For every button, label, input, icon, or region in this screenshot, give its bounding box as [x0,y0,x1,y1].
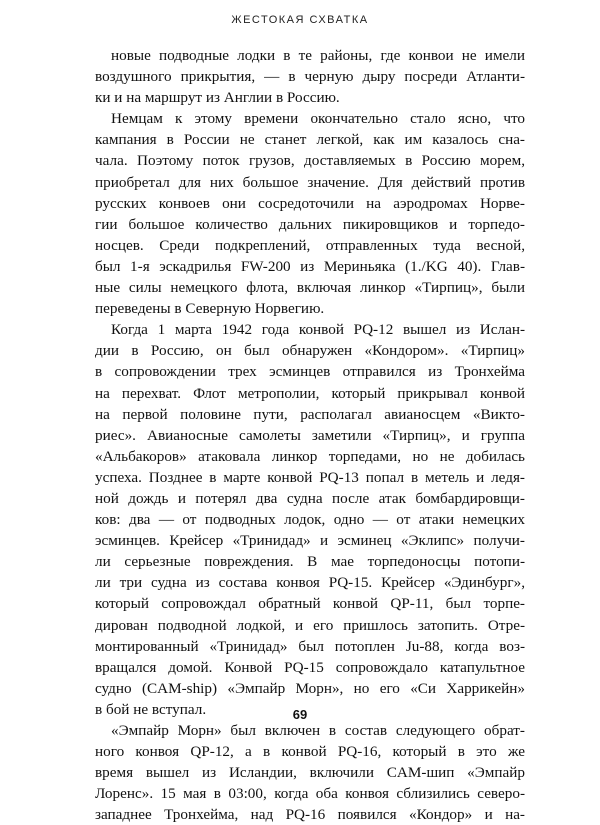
text-line: был 1-я эскадрилья FW-200 из Мериньяка (1./KG 40). Глав- [95,257,525,275]
text-line: чала. Поэтому поток грузов, доставляемых в Россию морем, [95,152,525,170]
text-line: русских конвоев они сосредоточили на аэродромах Норве- [95,194,525,212]
text-line: Лоренс». 15 мая в 03:00, когда оба конвоя сблизились северо- [95,785,525,803]
text-line: новые подводные лодки в те районы, где конвои не имели [111,47,525,64]
text-line: ли три судна из состава конвоя PQ-15. Крейсер «Эдинбург», [95,574,525,592]
text-line: дии в Россию, он был обнаружен «Кондором». «Тирпиц» [95,342,525,360]
text-line: успеха. Позднее в марте конвой PQ-13 попал в метель и ледя- [95,468,525,486]
text-line: «Эмпайр Морн» был включен в состав следующего обрат- [111,722,525,739]
text-line: риес». Авианосные самолеты заметили «Тирпиц», и группа [95,426,525,444]
paragraph [95,108,525,319]
text-line: в бой не вступал. [95,700,207,718]
text-line: «Альбакоров» атаковала линкор торпедами, но не добилась [95,447,525,465]
text-line: ли серьезные повреждения. В мае торпедоносцы потопи- [95,553,525,571]
text-line: переведены в Северную Норвегию. [95,300,325,318]
text-line: воздушного прикрытия, — в черную дыру посреди Атланти- [95,68,525,86]
text-line: ного конвоя QP-12, а в конвой PQ-16, который в это же [95,743,525,761]
text-line: западнее Тронхейма, над PQ-16 появился «Кондор» и на- [95,806,525,824]
paragraph [95,45,525,108]
text-line: монтированный «Тринидад» был потоплен Ju-88, когда воз- [95,637,525,655]
paragraph [95,319,525,720]
text-line: время вышел из Исландии, включили CAM-шип «Эмпайр [95,764,525,782]
text-line: эсминцев. Крейсер «Тринидад» и эсминец «Эклипс» получи- [95,532,525,550]
text-line: ков: два — от подводных лодок, одно — от атаки немецких [95,511,525,529]
text-line: Немцам к этому времени окончательно стало ясно, что [111,110,525,128]
text-line: Когда 1 марта 1942 года конвой PQ-12 вышел из Ислан- [111,321,525,339]
text-line: в сопровождении трех эсминцев отправился из Тронхейма [95,363,525,381]
text-line: на первой половине пути, располагал авианосцем «Викто- [95,405,525,423]
text-line: вращался домой. Конвой PQ-15 сопровождало катапультное [95,658,525,676]
page-number: 69 [292,707,308,722]
text-line: ной дождь и потерял два судна после атак бомбардировщи- [95,489,525,507]
text-line: гии большое количество дальних пикировщиков и торпедо- [95,215,525,233]
text-line: ные силы немецкого флота, включая линкор «Тирпиц», были [95,279,525,297]
text-line: судно (CAM-ship) «Эмпайр Морн», но его «Си Харрикейн» [95,679,525,697]
text-line: ки и на маршрут из Англии в Россию. [95,89,340,107]
text-line: носцев. Среди подкреплений, отправленных туда весной, [95,236,525,254]
text-line: который сопровождал обратный конвой QP-11, был торпе- [95,595,525,613]
text-line: приобретал для них большое значение. Для действий против [95,173,525,191]
text-line: кампания в России не станет легкой, как им казалось сна- [95,131,525,149]
text-line: дирован подводной лодкой, и его пришлось затопить. Отре- [95,616,525,634]
paragraph [95,720,525,825]
running-head: ЖЕСТОКАЯ СХВАТКА [231,14,369,26]
text-line: на перехват. Флот метрополии, который прикрывал конвой [95,384,525,402]
